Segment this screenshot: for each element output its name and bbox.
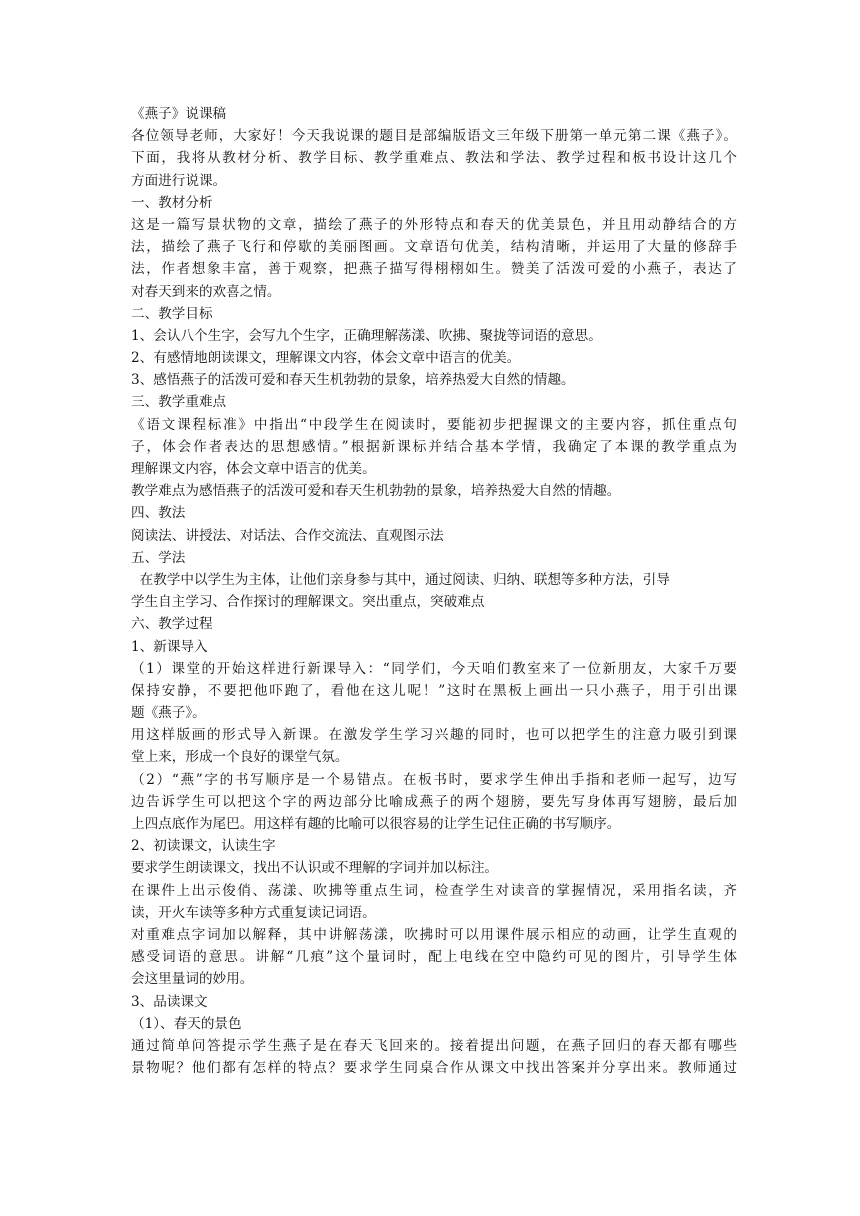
paragraph-line: 方面进行说课。 bbox=[131, 172, 227, 189]
paragraph-line: 要求学生朗读课文，找出不认识或不理解的字词并加以标注。 bbox=[131, 860, 499, 877]
paragraph-line: 《语文课程标准》中指出“中段学生在阅读时，要能初步把握课文的主要内容，抓住重点句 bbox=[131, 416, 737, 433]
list-item: 2、有感情地朗读课文，理解课文内容，体会文章中语言的优美。 bbox=[131, 350, 521, 367]
paragraph-line: 上四点底作为尾巴。用这样有趣的比喻可以很容易的让学生记住正确的书写顺序。 bbox=[131, 816, 621, 832]
paragraph-line: 边告诉学生可以把这个字的两边部分比喻成燕子的两个翅膀，要先写身体再写翅膀，最后加 bbox=[131, 793, 737, 810]
paragraph-line: 各位领导老师，大家好！今天我说课的题目是部编版语文三年级下册第一单元第二课《燕子》。 bbox=[131, 128, 737, 145]
subsection-heading: 1、新课导入 bbox=[131, 638, 208, 655]
paragraph-line: （1）课堂的开始这样进行新课导入：“同学们，今天咱们教室来了一位新朋友，大家千万要 bbox=[131, 660, 737, 677]
section-heading: 六、教学过程 bbox=[131, 616, 213, 633]
paragraph-line: 在教学中以学生为主体，让他们亲身参与其中，通过阅读、归纳、联想等多种方法，引导 bbox=[131, 571, 670, 588]
section-heading: 四、教法 bbox=[131, 505, 186, 522]
paragraph-line: 下面，我将从教材分析、教学目标、教学重难点、教法和学法、教学过程和板书设计这几个 bbox=[131, 150, 737, 167]
paragraph-line: 保持安静，不要把他吓跑了，看他在这儿呢！”这时在黑板上画出一只小燕子，用于引出课 bbox=[131, 682, 737, 699]
paragraph-line: 对重难点字词加以解释，其中讲解荡漾，吹拂时可以用课件展示相应的动画，让学生直观的 bbox=[131, 926, 737, 943]
paragraph-line: 教学难点为感悟燕子的活泼可爱和春天生机勃勃的景象，培养热爱大自然的情趣。 bbox=[131, 483, 621, 500]
paragraph-line: 学生自主学习、合作探讨的理解课文。突出重点，突破难点 bbox=[131, 594, 485, 611]
paragraph-line: 法，描绘了燕子飞行和停歇的美丽图画。文章语句优美，结构清晰，并运用了大量的修辞手 bbox=[131, 239, 737, 256]
subsection-heading: （1）、春天的景色 bbox=[131, 1015, 242, 1032]
subsection-heading: 3、品读课文 bbox=[131, 993, 208, 1010]
subsection-heading: 2、初读课文，认读生字 bbox=[131, 838, 276, 855]
document-body bbox=[131, 103, 737, 1079]
paragraph-line: 读，开火车读等多种方式重复读记词语。 bbox=[131, 904, 376, 921]
paragraph-line: 用这样版画的形式导入新课。在激发学生学习兴趣的同时，也可以把学生的注意力吸引到课 bbox=[131, 727, 737, 744]
paragraph-line: 法，作者想象丰富，善于观察，把燕子描写得栩栩如生。赞美了活泼可爱的小燕子，表达了 bbox=[131, 261, 737, 278]
paragraph-line: 阅读法、讲授法、对话法、合作交流法、直观图示法 bbox=[131, 527, 444, 544]
section-heading: 三、教学重难点 bbox=[131, 394, 227, 411]
paragraph-line: 堂上来，形成一个良好的课堂气氛。 bbox=[131, 749, 349, 766]
paragraph-line: 理解课文内容，体会文章中语言的优美。 bbox=[131, 461, 376, 477]
paragraph-line: 这是一篇写景状物的文章，描绘了燕子的外形特点和春天的优美景色，并且用动静结合的方 bbox=[131, 216, 737, 233]
paragraph-line: 题《燕子》。 bbox=[131, 705, 206, 722]
paragraph-line: 通过简单问答提示学生燕子是在春天飞回来的。接着提出问题，在燕子回归的春天都有哪些 bbox=[131, 1037, 737, 1054]
paragraph-line: 对春天到来的欢喜之情。 bbox=[131, 283, 281, 300]
paragraph-line: 在课件上出示俊俏、荡漾、吹拂等重点生词，检查学生对读音的掌握情况，采用指名读，齐 bbox=[131, 882, 737, 899]
paragraph-line: （2）“燕”字的书写顺序是一个易错点。在板书时，要求学生伸出手指和老师一起写，边写 bbox=[131, 771, 737, 788]
section-heading: 二、教学目标 bbox=[131, 305, 213, 322]
paragraph-line: 景物呢？他们都有怎样的特点？要求学生同桌合作从课文中找出答案并分享出来。教师通过 bbox=[131, 1060, 737, 1077]
paragraph-line: 子，体会作者表达的思想感情。”根据新课标并结合基本学情，我确定了本课的教学重点为 bbox=[131, 438, 737, 455]
section-heading: 一、教材分析 bbox=[131, 194, 213, 211]
paragraph-line: 会这里量词的妙用。 bbox=[131, 971, 254, 988]
list-item: 3、感悟燕子的活泼可爱和春天生机勃勃的景象，培养热爱大自然的情趣。 bbox=[131, 372, 575, 389]
list-item: 1、会认八个生字，会写九个生字，正确理解荡漾、吹拂、聚拢等词语的意思。 bbox=[131, 327, 602, 344]
section-heading: 五、学法 bbox=[131, 549, 186, 566]
document-title: 《燕子》说课稿 bbox=[131, 106, 227, 122]
paragraph-line: 感受词语的意思。讲解“几痕”这个量词时，配上电线在空中隐约可见的图片，引导学生体 bbox=[131, 949, 737, 966]
